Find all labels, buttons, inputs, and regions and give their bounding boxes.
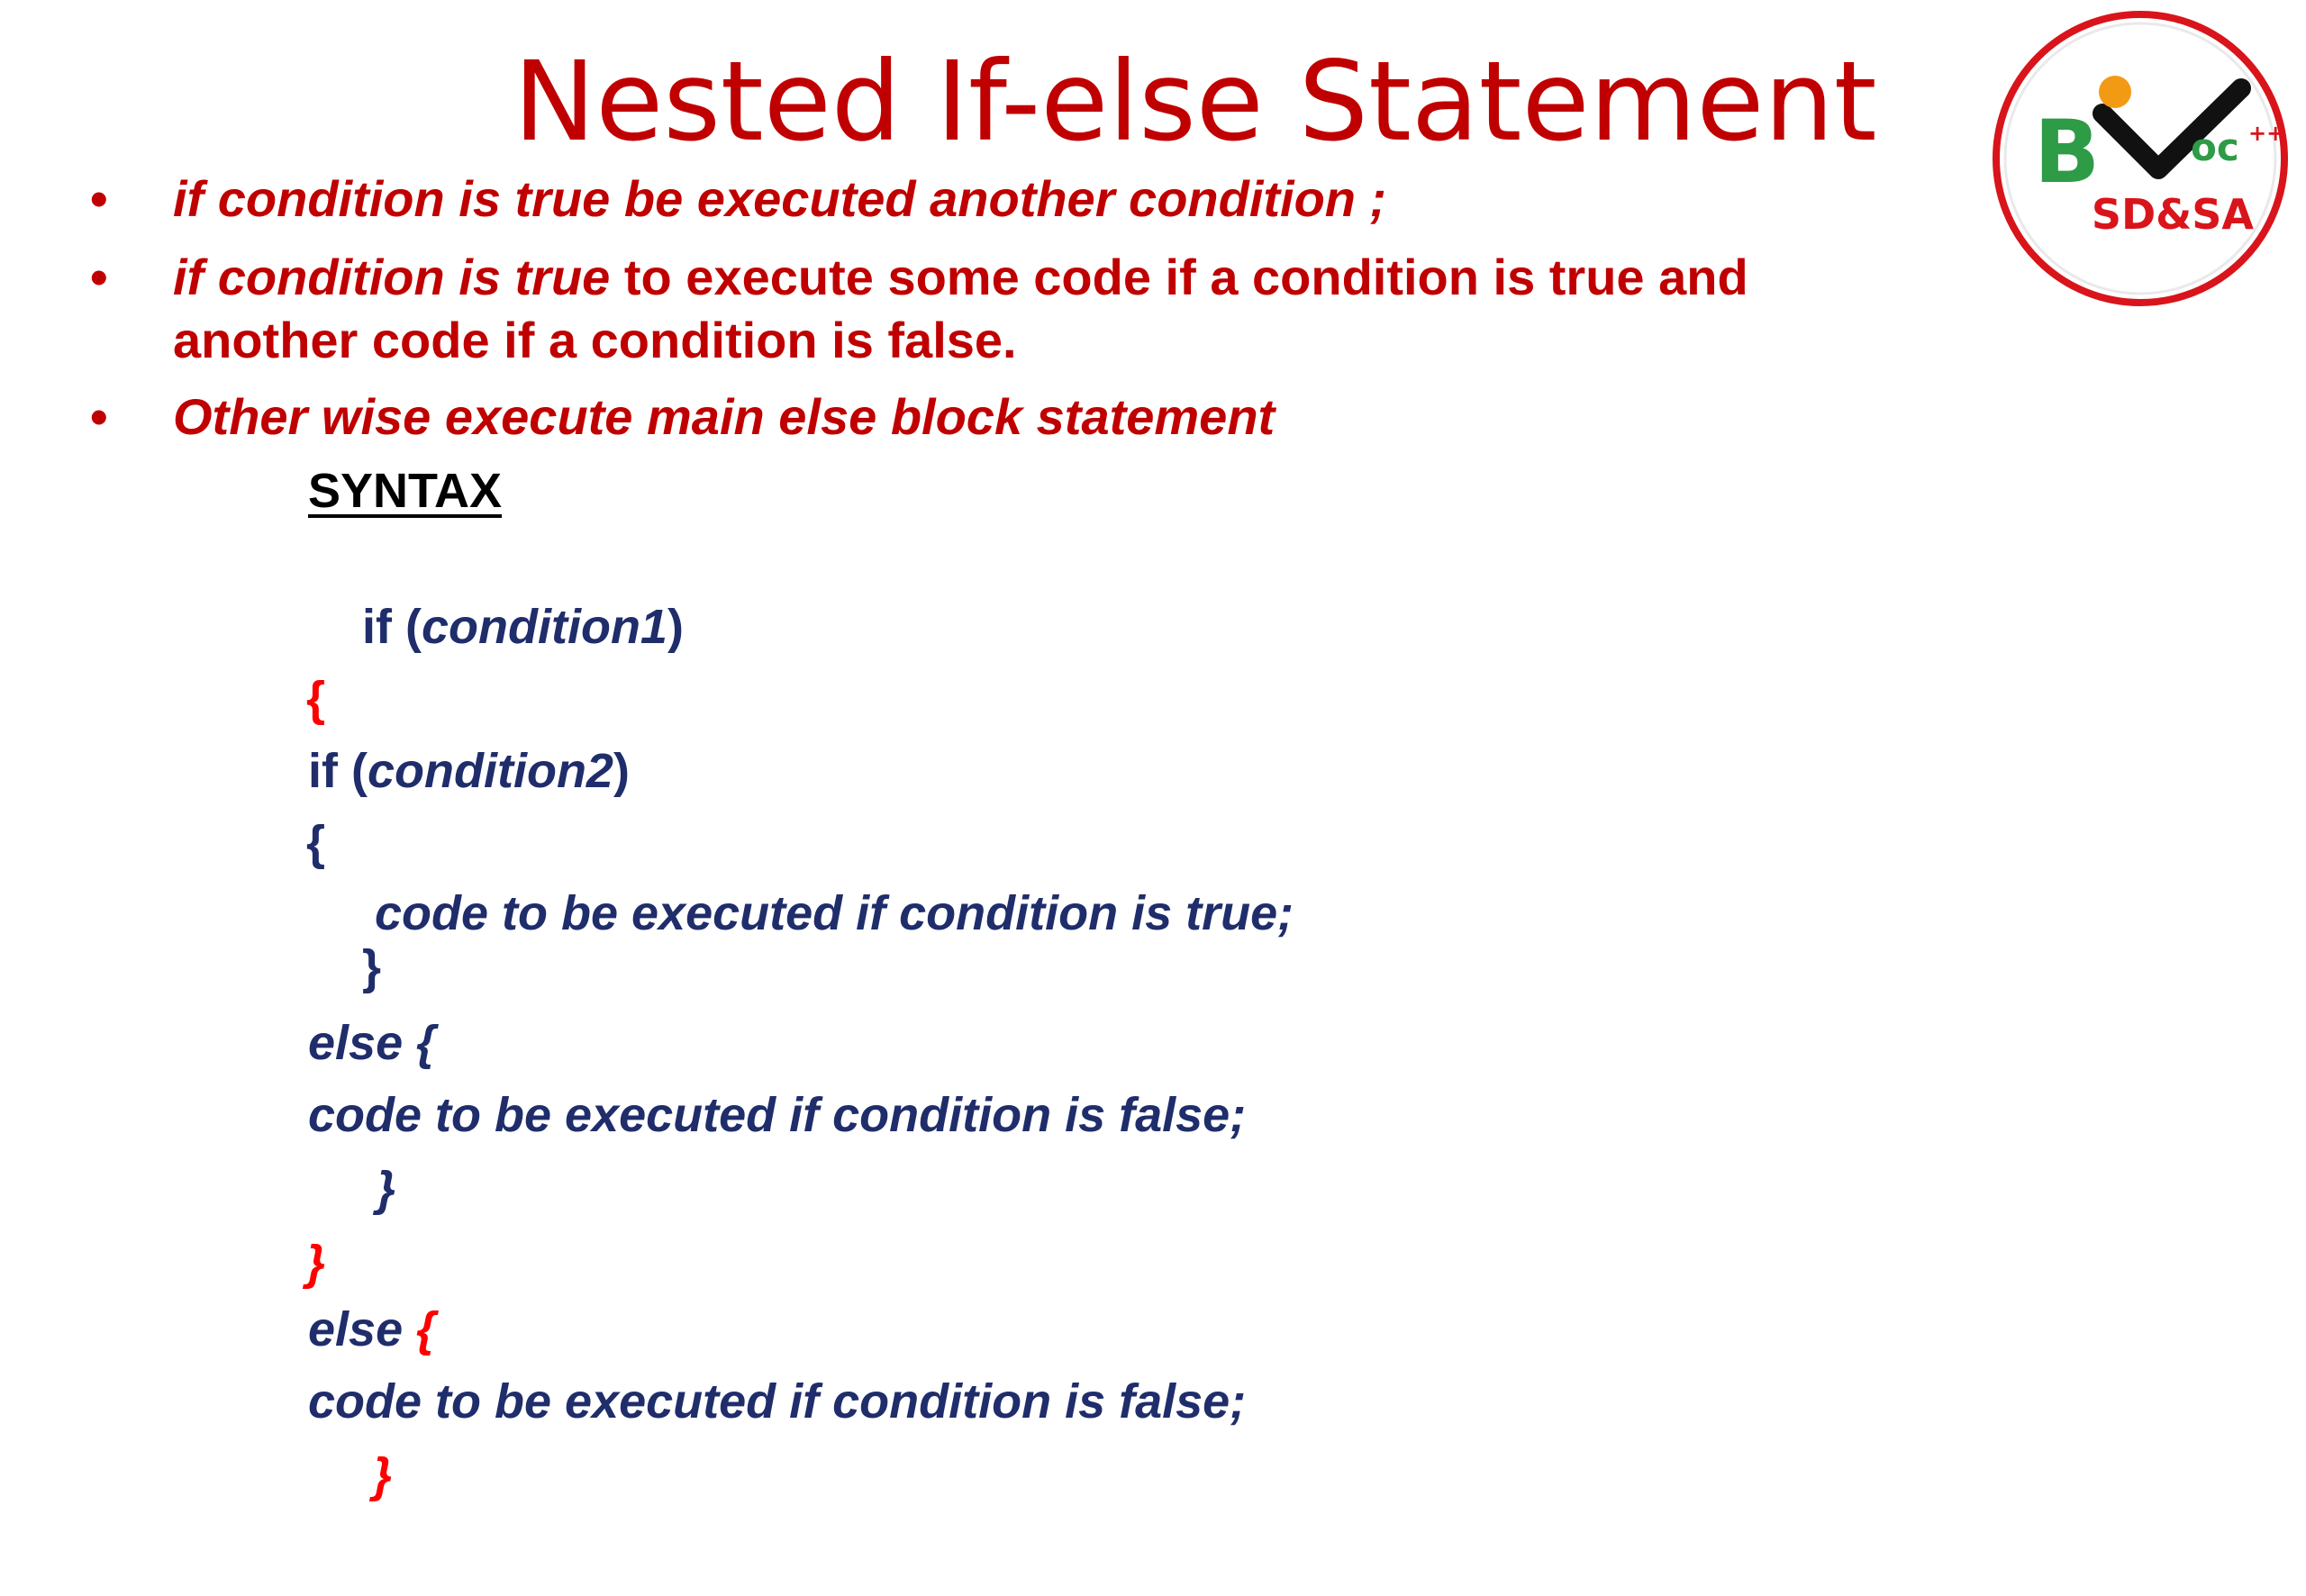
bullet-marker: • [90,388,108,445]
code-brace-open-outer: { [306,672,326,726]
code-line-false-statement-1: code to be executed if condition is false; [308,1088,1247,1142]
code-brace-close-outer: } [306,1236,326,1290]
bullet-text [173,246,1748,309]
code-brace-close-else1: } [377,1162,396,1216]
code-paren: ) [613,744,630,798]
code-brace-open-inner: { [306,816,326,870]
bullet-marker: • [90,170,108,227]
code-line-else-1 [308,1014,435,1072]
logo-brand-plus: ++ [2248,121,2285,146]
bullet-marker: • [90,249,108,305]
code-keyword: else [308,1302,417,1356]
bullet-text: Other wise execute main else block statement [173,388,1276,445]
code-paren: ) [667,600,684,654]
bullet-text-italic: if condition is true [173,249,624,305]
code-keyword: else [308,1016,417,1070]
slide-title: Nested If-else Statement [513,38,1877,166]
code-keyword: if ( [362,600,422,654]
logo-text: SD&SA [2091,190,2254,239]
bullet-text: if condition is true be executed another condition ; [173,170,1387,227]
code-line-if-condition1 [362,598,684,656]
bullet-text-plain: to execute some code if a condition is true and [623,249,1748,305]
code-line-if-condition2 [308,742,630,800]
code-line-true-statement: code to be executed if condition is true; [375,886,1294,940]
logo-dot-icon [2099,76,2131,108]
logo-brand-suffix: oc [2191,125,2239,169]
brand-logo [1987,5,2293,312]
code-condition: condition2 [367,744,613,798]
code-brace: { [416,1302,436,1356]
syntax-heading: SYNTAX [308,464,503,518]
code-brace-close-inner: } [362,940,382,994]
code-line-else-2 [308,1301,435,1358]
code-keyword: if ( [308,744,368,798]
code-brace-close-else2: } [373,1448,393,1502]
code-line-false-statement-2: code to be executed if condition is false; [308,1374,1247,1428]
code-brace: { [416,1016,436,1070]
bullet-text-continued: another code if a condition is false. [173,312,1017,368]
logo-brand-letter: B [2034,102,2101,203]
code-condition: condition1 [421,600,667,654]
